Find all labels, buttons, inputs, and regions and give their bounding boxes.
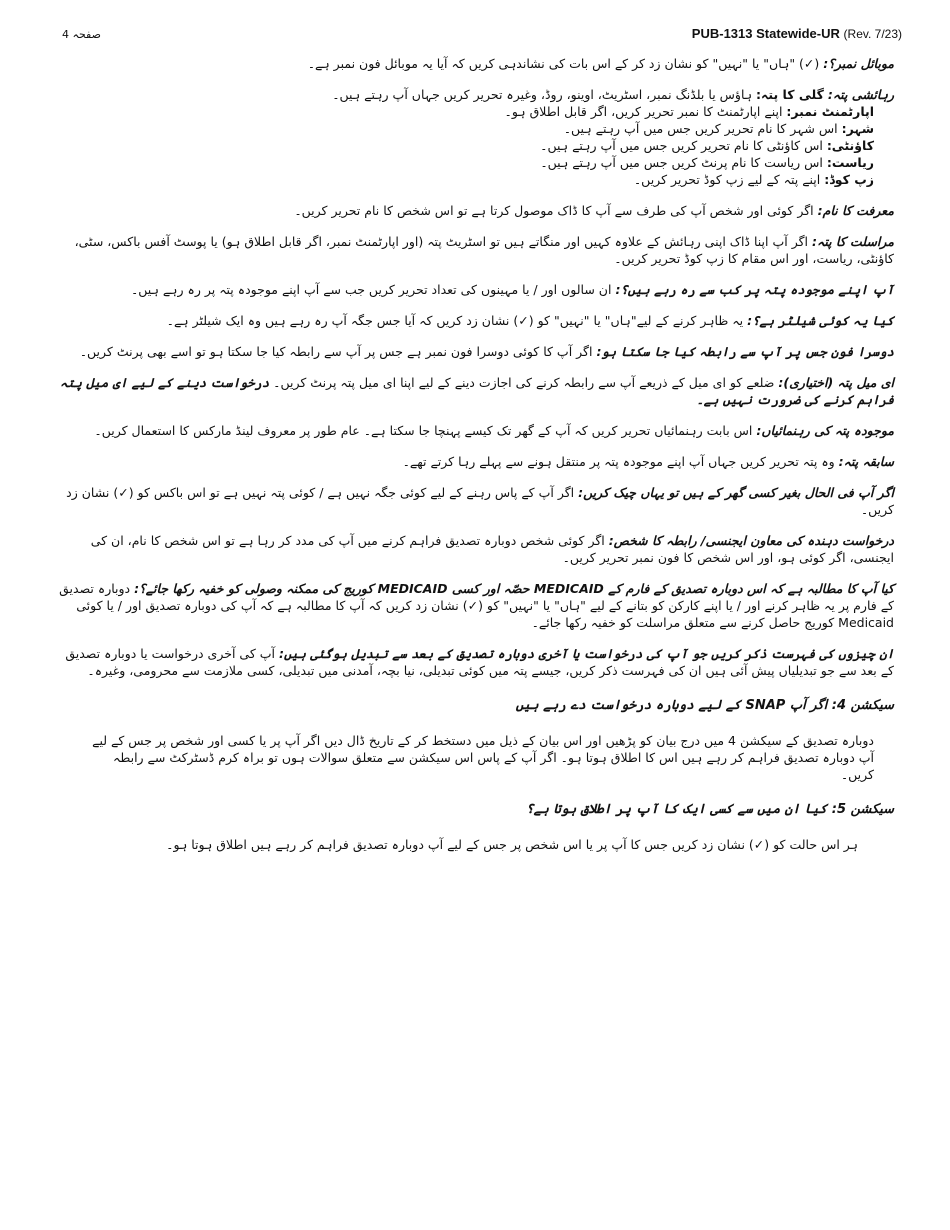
state-text: اس ریاست کا نام پرنٹ کریں جس میں آپ رہتے ہیں۔ xyxy=(540,155,827,170)
second-phone-para xyxy=(56,343,894,360)
duration-label: آپ اپنے موجودہ پتہ پر کب سے رہ رہے ہیں؟: xyxy=(615,282,894,297)
section-5-heading: سیکشن 5: کیا ان میں سے کسی ایک کا آپ پر اطلاق ہوتا ہے؟ xyxy=(526,802,894,817)
email-text: ضلعے کو ای میل کے ذریعے آپ سے رابطہ کرنے کی اجازت دینے کے لیے اپنا ای میل پتہ پرنٹ کریں۔ xyxy=(269,375,779,390)
in-care-of-text: اگر کوئی اور شخص آپ کی طرف سے آپ کا ڈاک موصول کرتا ہے تو اس شخص کا نام تحریر کریں۔ xyxy=(294,203,818,218)
page-number: صفحہ 4 xyxy=(62,28,101,41)
changes-text: آپ کی آخری درخواست یا دوبارہ تصدیق کے بعد سے جو تبدیلیاں پیش آئی ہیں ان کی فہرست ذکر کریں، جیسے پتہ میں کوئی تبدیلی، نیا بچہ، آمدنی میں تبدیلی، کسی ملازمت سے محرومی، وغیرہ۔ xyxy=(65,646,894,678)
mobile-number-text: (✓) "ہاں" یا "نہیں" کو نشان زد کر کے اس بات کی نشاندہی کریں کہ آیا یہ موبائل فون نمبر ہے۔ xyxy=(307,56,824,71)
mailing-address-text: اگر آپ اپنا ڈاک اپنی رہائش کے علاوہ کہیں اور منگاتے ہیں تو اسٹریٹ پتہ (اور اپارٹمنٹ نمبر، اگر قابل اطلاق ہو) یا پوسٹ آفس باکس، سٹی، کاؤنٹی، ریاست، اور اس مقام کا زپ کوڈ تحریر کریں۔ xyxy=(74,234,894,266)
zip-text: اپنے پتہ کے لیے زپ کوڈ تحریر کریں۔ xyxy=(633,172,825,187)
page-header xyxy=(62,26,902,46)
email-note: درخواست دینے کے لیے ای میل پتہ فراہم کرنے کی ضرورت نہیں ہے۔ xyxy=(59,375,894,407)
city-text: اس شہر کا نام تحریر کریں جس میں آپ رہتے ہیں۔ xyxy=(563,121,842,136)
mailing-address-para xyxy=(56,233,894,267)
confidential-para xyxy=(56,580,894,631)
shelter-text: یہ ظاہر کرنے کے لیے"ہاں" یا "نہیں" کو (✓) نشان زد کریں کہ آیا جس جگہ آپ رہ رہے ہیں وہ ایک شیلٹر ہے۔ xyxy=(166,313,748,328)
second-phone-text: اگر آپ کا کوئی دوسرا فون نمبر ہے جس پر آپ سے رابطہ کیا جا سکتا ہو تو اسے بھی پرنٹ کریں۔ xyxy=(79,344,597,359)
document-body xyxy=(56,55,894,867)
section-4-heading: سیکشن 4: اگر آپ SNAP کے لیے دوبارہ درخواست دے رہے ہیں xyxy=(515,698,894,713)
second-phone-label: دوسرا فون جس پر آپ سے رابطہ کیا جا سکتا ہو: xyxy=(596,344,894,359)
revision-date: (Rev. 7/23) xyxy=(843,27,902,41)
shelter-label: کیا یہ کوئی شیلٹر ہے؟: xyxy=(747,313,894,328)
mobile-number-label: موبائل نمبر؟: xyxy=(823,56,894,71)
city-label: شہر: xyxy=(841,121,874,136)
previous-address-text: وہ پتہ تحریر کریں جہاں آپ اپنے موجودہ پتہ پر منتقل ہونے سے پہلے رہا کرتے تھے۔ xyxy=(402,454,839,469)
publication-id xyxy=(692,26,902,41)
confidential-label: کیا آپ کا مطالبہ ہے کہ اس دوبارہ تصدیق کے فارم کے MEDICAID حصّہ اور کسی MEDICAID کوریج کی ممکنہ وصولی کو خفیہ رکھا جائے؟: xyxy=(134,581,894,596)
helper-agency-para xyxy=(56,532,894,566)
zip-label: زپ کوڈ: xyxy=(824,172,874,187)
shelter-para xyxy=(56,312,894,329)
previous-address-para xyxy=(56,453,894,470)
directions-text: اس بابت رہنمائیاں تحریر کریں کہ آپ کے گھر تک کیسے پہنچا جا سکتا ہے۔ عام طور پر معروف لینڈ مارکس کا استعمال کریں۔ xyxy=(94,423,757,438)
mailing-address-label: مراسلت کا پتہ: xyxy=(812,234,894,249)
confidential-text: دوبارہ تصدیق کے فارم پر یہ ظاہر کرنے اور / یا اپنے کارکن کو بتانے کے لیے "ہاں" یا "نہیں" کو (✓) نشان زد کریں کہ آپ کا مطالبہ ہے کہ آپ کی دوبارہ تصدیق اور / یا کوئی Medicaid کوریج حاصل کرنے سے متعلق مراسلت کو خفیہ رکھا جائے۔ xyxy=(59,581,894,630)
homeless-para xyxy=(56,484,894,518)
apartment-label: اپارٹمنٹ نمبر: xyxy=(786,104,874,119)
changes-label: ان چیزوں کی فہرست ذکر کریں جو آپ کی درخواست یا آخری دوبارہ تصدیق کے بعد سے تبدیل ہوگئی ہیں: xyxy=(278,646,894,661)
state-line xyxy=(56,154,894,171)
duration-para xyxy=(56,281,894,298)
apartment-text: اپنے اپارٹمنٹ کا نمبر تحریر کریں، اگر قابل اطلاق ہو۔ xyxy=(504,104,787,119)
street-address-line xyxy=(56,86,894,103)
section-4-text: دوبارہ تصدیق کے سیکشن 4 میں درج بیان کو پڑھیں اور اس بیان کے ذیل میں دستخط کر کے تاریخ ڈال دیں اگر آپ پر یا کسی اور شخص پر جس کے لیے آپ دوبارہ تصدیق فراہم کر رہے ہیں اس کا اطلاق ہوتا ہو۔ اگر آپ کے پاس اس سیکشن سے متعلق سوالات ہوں تو براہ کرم ڈسٹرکٹ سے رابطہ کریں۔ xyxy=(92,733,874,782)
homeless-label: اگر آپ فی الحال بغیر کسی گھر کے ہیں تو یہاں چیک کریں: xyxy=(578,485,894,500)
county-text: اس کاؤنٹی کا نام تحریر کریں جس میں آپ رہتے ہیں۔ xyxy=(540,138,827,153)
apartment-line xyxy=(56,103,894,120)
street-address-label: گلی کا پتہ: xyxy=(756,87,824,102)
previous-address-label: سابقہ پتہ: xyxy=(838,454,894,469)
zip-line xyxy=(56,171,894,188)
email-label: ای میل پتہ (اختیاری): xyxy=(778,375,894,390)
publication-code: PUB-1313 Statewide-UR xyxy=(691,26,840,41)
residential-address-label: رہائشی پتہ: xyxy=(827,87,894,102)
duration-text: ان سالوں اور / یا مہینوں کی تعداد تحریر کریں جب سے آپ اپنے موجودہ پتہ پر رہ رہے ہیں۔ xyxy=(130,282,616,297)
directions-label: موجودہ پتہ کی رہنمائیاں: xyxy=(756,423,894,438)
county-label: کاؤنٹی: xyxy=(826,138,874,153)
city-line xyxy=(56,120,894,137)
in-care-of-para xyxy=(56,202,894,219)
homeless-text: اگر آپ کے پاس رہنے کے لیے کوئی جگہ نہیں ہے / کوئی پتہ نہیں ہے تو اس باکس کو (✓) نشان زد کریں۔ xyxy=(66,485,894,517)
mobile-number-para xyxy=(56,55,894,72)
helper-agency-text: اگر کوئی شخص دوبارہ تصدیق فراہم کرنے میں آپ کی مدد کر رہا ہے تو اس شخص کا نام، ان کی ایجنسی، اگر کوئی ہو، اور اس شخص کا فون نمبر تحریر کریں۔ xyxy=(90,533,894,565)
changes-para xyxy=(56,645,894,679)
email-para xyxy=(56,374,894,408)
helper-agency-label: درخواست دہندہ کی معاون ایجنسی/ رابطہ کا شخص: xyxy=(608,533,894,548)
section-5-text: ہر اس حالت کو (✓) نشان زد کریں جس کا آپ پر یا اس شخص پر جس کے لیے آپ دوبارہ تصدیق فراہم کر رہے ہیں اطلاق ہوتا ہو۔ xyxy=(166,837,858,852)
county-line xyxy=(56,137,894,154)
state-label: ریاست: xyxy=(826,155,874,170)
residential-address-group xyxy=(56,86,894,188)
directions-para xyxy=(56,422,894,439)
in-care-of-label: معرفت کا نام: xyxy=(817,203,894,218)
street-address-text: ہاؤس یا بلڈنگ نمبر، اسٹریٹ، اوینو، روڈ، وغیرہ تحریر کریں جہاں آپ رہتے ہیں۔ xyxy=(332,87,757,102)
